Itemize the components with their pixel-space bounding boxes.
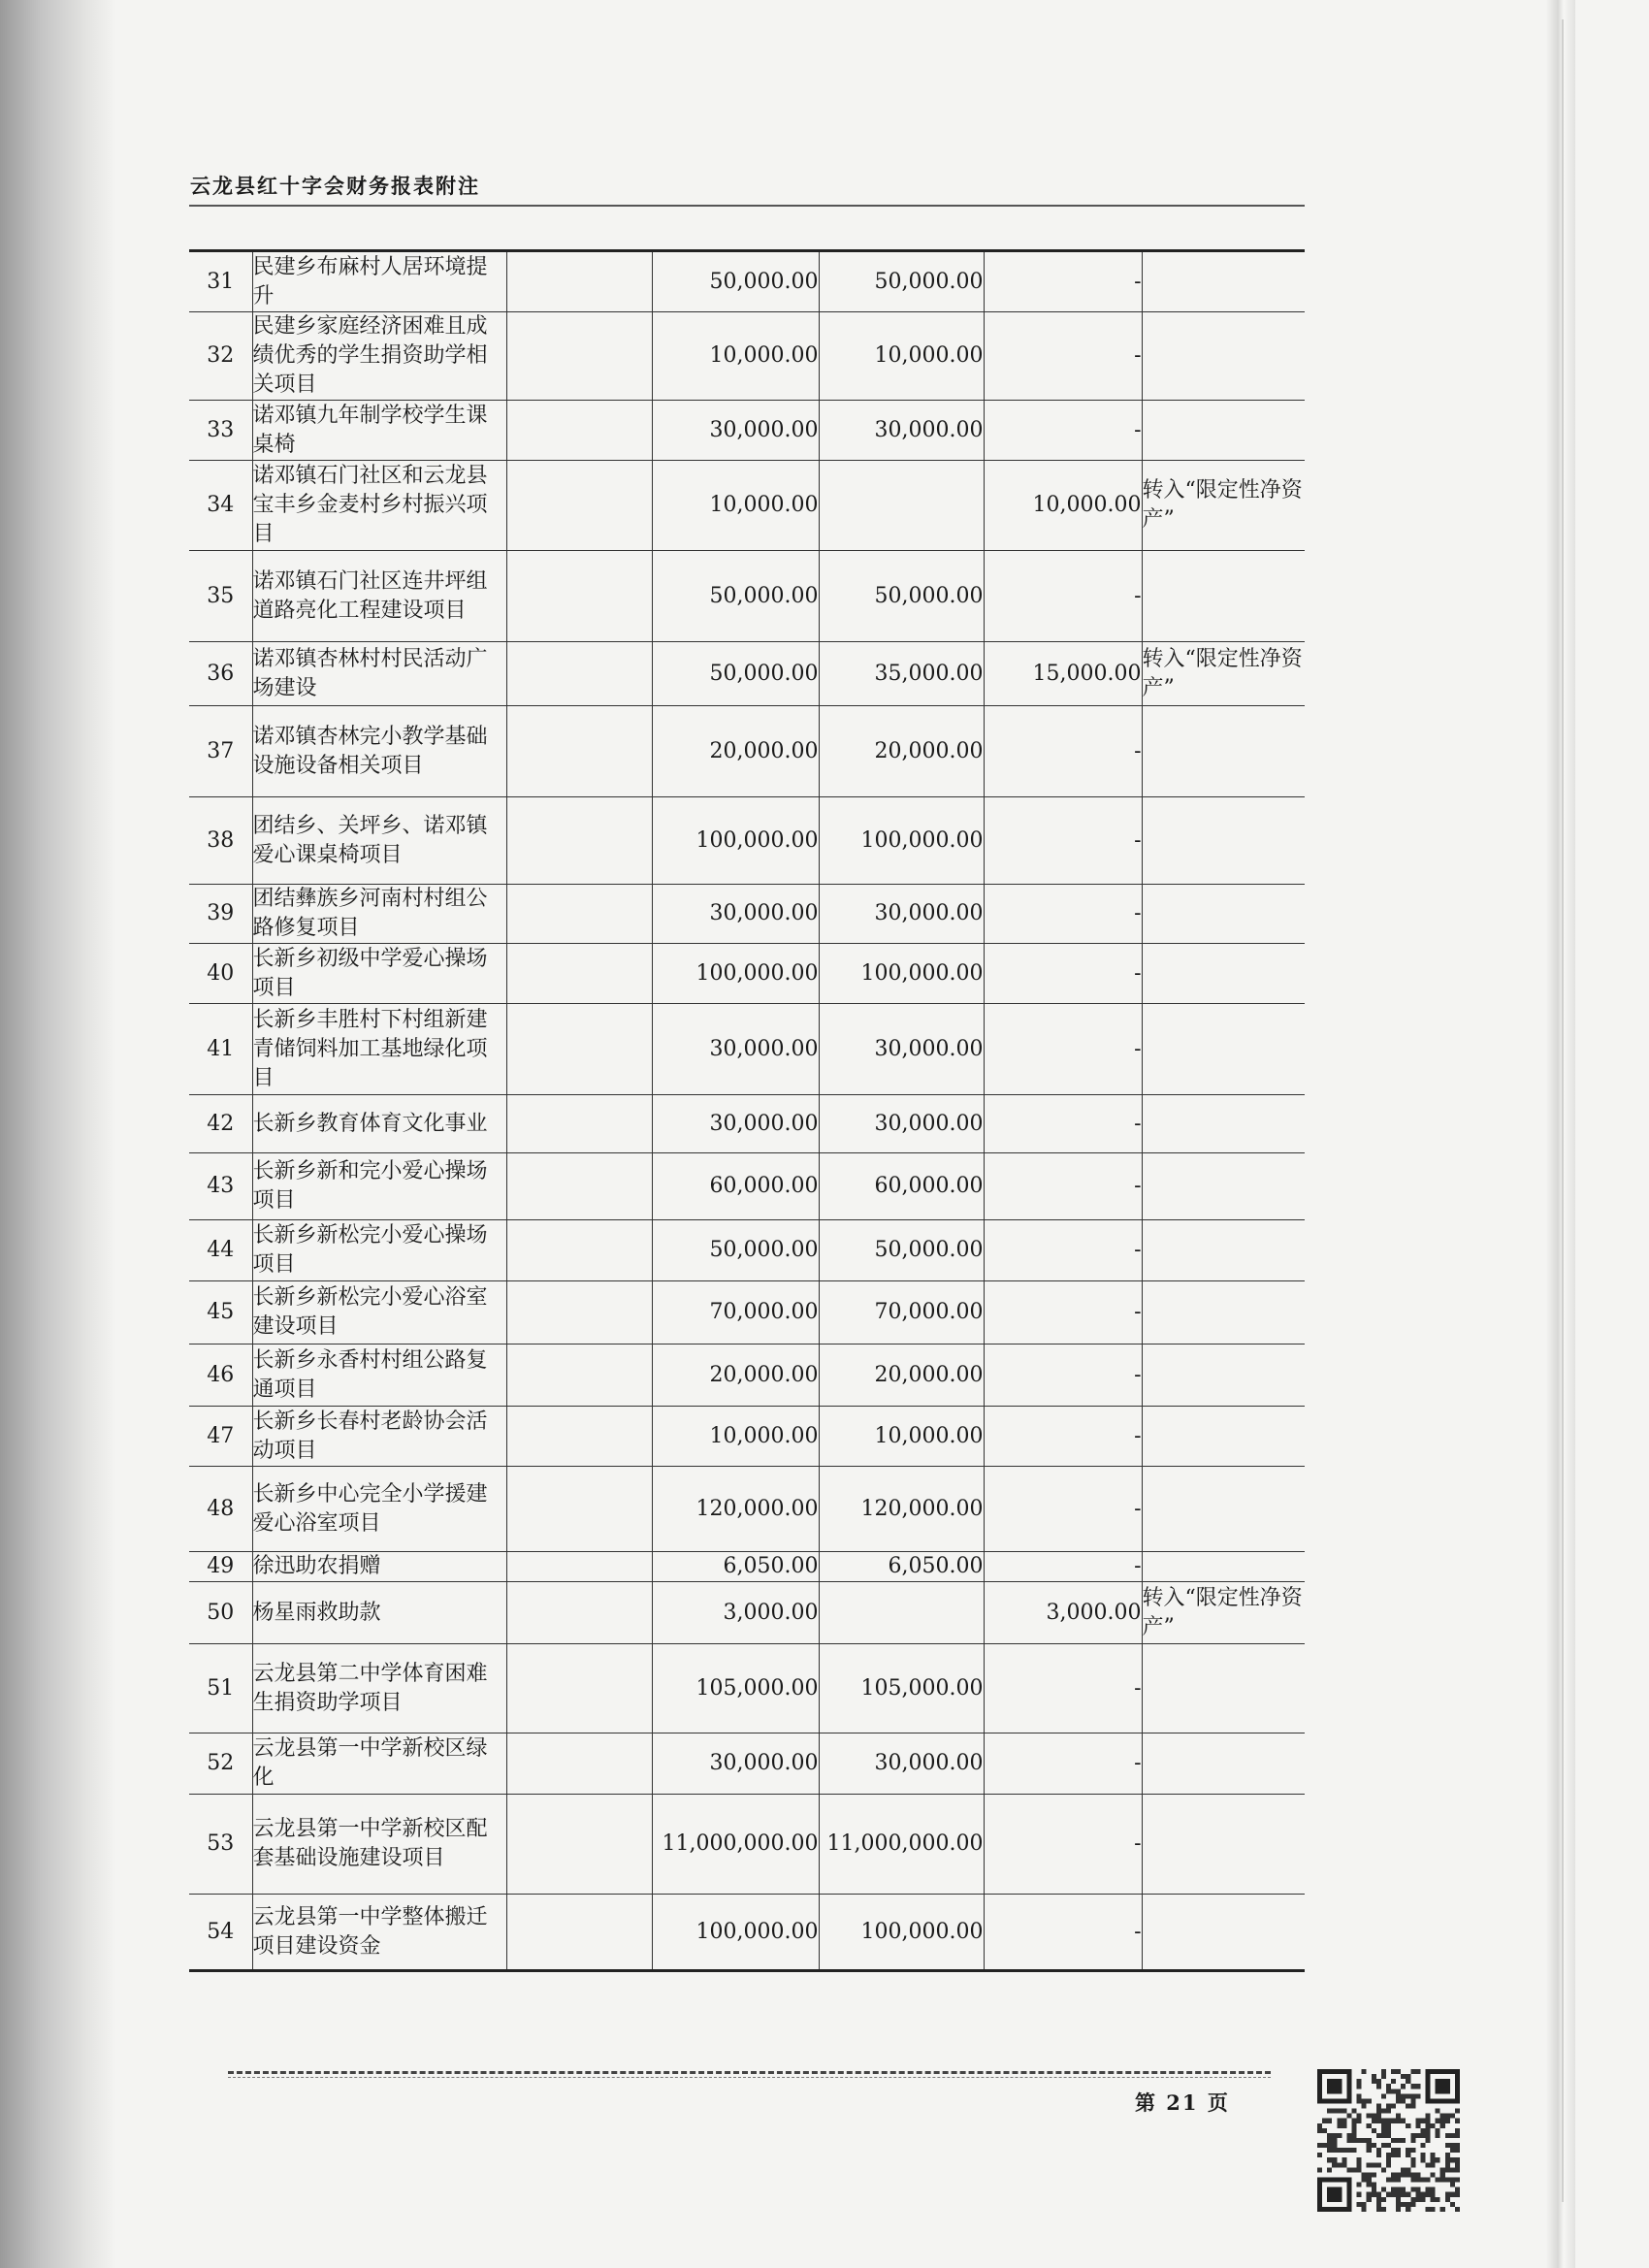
header-rule: [189, 205, 1305, 207]
row-number: 46: [189, 1345, 252, 1407]
table-row: [189, 1895, 1305, 1971]
used-amount-cell: 30,000.00: [819, 1733, 984, 1795]
used-amount-cell: 30,000.00: [819, 885, 984, 944]
row-number: 47: [189, 1407, 252, 1467]
row-number: 54: [189, 1895, 252, 1971]
table-row: [189, 401, 1305, 461]
table-row: [189, 1552, 1305, 1582]
amount-cell: 3,000.00: [652, 1582, 819, 1644]
remaining-cell: -: [984, 944, 1142, 1004]
table-row: [189, 1644, 1305, 1733]
amount-cell: 10,000.00: [652, 312, 819, 401]
remaining-cell: -: [984, 1895, 1142, 1971]
page-header-title: 云龙县红十字会财务报表附注: [190, 174, 480, 198]
note-cell: [1142, 1407, 1305, 1467]
amount-cell: 30,000.00: [652, 1004, 819, 1095]
used-amount-cell: 20,000.00: [819, 1345, 984, 1407]
donation-project-table: [189, 249, 1305, 1972]
note-cell: [1142, 401, 1305, 461]
row-number: 39: [189, 885, 252, 944]
remaining-cell: -: [984, 1095, 1142, 1153]
blank-cell: [506, 706, 652, 797]
remaining-cell: -: [984, 1004, 1142, 1095]
note-cell: 转入“限定性净资产”: [1142, 1582, 1305, 1644]
used-amount-cell: 50,000.00: [819, 251, 984, 312]
remaining-cell: 15,000.00: [984, 642, 1142, 706]
used-amount-cell: 60,000.00: [819, 1153, 984, 1220]
remaining-cell: -: [984, 1220, 1142, 1281]
note-cell: [1142, 885, 1305, 944]
amount-cell: 100,000.00: [652, 797, 819, 885]
used-amount-cell: 100,000.00: [819, 797, 984, 885]
used-amount-cell: 105,000.00: [819, 1644, 984, 1733]
project-name-cell: 团结彝族乡河南村村组公路修复项目: [252, 885, 506, 944]
table-row: [189, 1153, 1305, 1220]
note-cell: [1142, 1004, 1305, 1095]
table-row: [189, 1582, 1305, 1644]
blank-cell: [506, 1467, 652, 1552]
remaining-cell: 10,000.00: [984, 461, 1142, 551]
project-name-cell: 长新乡中心完全小学援建爱心浴室项目: [252, 1467, 506, 1552]
used-amount-cell: 35,000.00: [819, 642, 984, 706]
blank-cell: [506, 1281, 652, 1345]
amount-cell: 20,000.00: [652, 706, 819, 797]
blank-cell: [506, 1895, 652, 1971]
qr-code-icon: [1317, 2069, 1460, 2212]
row-number: 48: [189, 1467, 252, 1552]
table-row: [189, 551, 1305, 642]
remaining-cell: -: [984, 1153, 1142, 1220]
note-cell: [1142, 1220, 1305, 1281]
project-name-cell: 诺邓镇石门社区和云龙县宝丰乡金麦村乡村振兴项目: [252, 461, 506, 551]
note-cell: [1142, 251, 1305, 312]
used-amount-cell: 20,000.00: [819, 706, 984, 797]
amount-cell: 105,000.00: [652, 1644, 819, 1733]
project-name-cell: 云龙县第一中学新校区配套基础设施建设项目: [252, 1795, 506, 1895]
used-amount-cell: 30,000.00: [819, 1004, 984, 1095]
table-row: [189, 1004, 1305, 1095]
remaining-cell: -: [984, 551, 1142, 642]
remaining-cell: -: [984, 1281, 1142, 1345]
amount-cell: 50,000.00: [652, 251, 819, 312]
blank-cell: [506, 1095, 652, 1153]
row-number: 42: [189, 1095, 252, 1153]
amount-cell: 11,000,000.00: [652, 1795, 819, 1895]
blank-cell: [506, 1220, 652, 1281]
blank-cell: [506, 401, 652, 461]
note-cell: [1142, 706, 1305, 797]
table-row: [189, 1281, 1305, 1345]
used-amount-cell: 70,000.00: [819, 1281, 984, 1345]
scan-right-edge-line: [1562, 19, 1564, 2202]
project-name-cell: 民建乡布麻村人居环境提升: [252, 251, 506, 312]
row-number: 35: [189, 551, 252, 642]
table-row: [189, 885, 1305, 944]
remaining-cell: -: [984, 1795, 1142, 1895]
row-number: 45: [189, 1281, 252, 1345]
project-name-cell: 民建乡家庭经济困难且成绩优秀的学生捐资助学相关项目: [252, 312, 506, 401]
used-amount-cell: [819, 1582, 984, 1644]
blank-cell: [506, 312, 652, 401]
amount-cell: 10,000.00: [652, 461, 819, 551]
remaining-cell: -: [984, 706, 1142, 797]
amount-cell: 20,000.00: [652, 1345, 819, 1407]
blank-cell: [506, 461, 652, 551]
project-name-cell: 长新乡丰胜村下村组新建青储饲料加工基地绿化项目: [252, 1004, 506, 1095]
scan-right-edge: [1546, 0, 1575, 2268]
table-row: [189, 1095, 1305, 1153]
table-row: [189, 461, 1305, 551]
blank-cell: [506, 1345, 652, 1407]
amount-cell: 50,000.00: [652, 642, 819, 706]
amount-cell: 100,000.00: [652, 944, 819, 1004]
row-number: 49: [189, 1552, 252, 1582]
note-cell: [1142, 1552, 1305, 1582]
blank-cell: [506, 1153, 652, 1220]
blank-cell: [506, 797, 652, 885]
blank-cell: [506, 642, 652, 706]
note-cell: [1142, 1153, 1305, 1220]
used-amount-cell: 120,000.00: [819, 1467, 984, 1552]
row-number: 50: [189, 1582, 252, 1644]
row-number: 44: [189, 1220, 252, 1281]
project-name-cell: 长新乡新和完小爱心操场项目: [252, 1153, 506, 1220]
remaining-cell: -: [984, 1345, 1142, 1407]
amount-cell: 6,050.00: [652, 1552, 819, 1582]
note-cell: [1142, 1467, 1305, 1552]
remaining-cell: -: [984, 312, 1142, 401]
used-amount-cell: [819, 461, 984, 551]
row-number: 38: [189, 797, 252, 885]
blank-cell: [506, 1407, 652, 1467]
row-number: 53: [189, 1795, 252, 1895]
project-name-cell: 云龙县第一中学新校区绿化: [252, 1733, 506, 1795]
page-number: 第 21 页: [1135, 2090, 1230, 2115]
note-cell: [1142, 312, 1305, 401]
remaining-cell: 3,000.00: [984, 1582, 1142, 1644]
project-name-cell: 诺邓镇杏林完小教学基础设施设备相关项目: [252, 706, 506, 797]
used-amount-cell: 100,000.00: [819, 1895, 984, 1971]
table-row: [189, 251, 1305, 312]
table-row: [189, 797, 1305, 885]
blank-cell: [506, 1733, 652, 1795]
project-name-cell: 长新乡教育体育文化事业: [252, 1095, 506, 1153]
remaining-cell: -: [984, 885, 1142, 944]
blank-cell: [506, 1004, 652, 1095]
note-cell: 转入“限定性净资产”: [1142, 461, 1305, 551]
table-body: [189, 251, 1305, 1971]
note-cell: [1142, 944, 1305, 1004]
amount-cell: 50,000.00: [652, 1220, 819, 1281]
project-name-cell: 长新乡长春村老龄协会活动项目: [252, 1407, 506, 1467]
row-number: 32: [189, 312, 252, 401]
blank-cell: [506, 251, 652, 312]
note-cell: [1142, 1095, 1305, 1153]
row-number: 41: [189, 1004, 252, 1095]
note-cell: [1142, 1733, 1305, 1795]
row-number: 33: [189, 401, 252, 461]
used-amount-cell: 30,000.00: [819, 401, 984, 461]
blank-cell: [506, 551, 652, 642]
remaining-cell: -: [984, 1552, 1142, 1582]
amount-cell: 30,000.00: [652, 885, 819, 944]
used-amount-cell: 30,000.00: [819, 1095, 984, 1153]
blank-cell: [506, 1795, 652, 1895]
note-cell: [1142, 1795, 1305, 1895]
amount-cell: 30,000.00: [652, 1733, 819, 1795]
remaining-cell: -: [984, 1407, 1142, 1467]
table-row: [189, 706, 1305, 797]
row-number: 37: [189, 706, 252, 797]
amount-cell: 60,000.00: [652, 1153, 819, 1220]
amount-cell: 50,000.00: [652, 551, 819, 642]
table-row: [189, 312, 1305, 401]
footer-dashed-rule-thin: [228, 2077, 1271, 2078]
blank-cell: [506, 1644, 652, 1733]
used-amount-cell: 50,000.00: [819, 1220, 984, 1281]
project-name-cell: 长新乡永香村村组公路复通项目: [252, 1345, 506, 1407]
project-name-cell: 团结乡、关坪乡、诺邓镇爱心课桌椅项目: [252, 797, 506, 885]
used-amount-cell: 10,000.00: [819, 1407, 984, 1467]
used-amount-cell: 50,000.00: [819, 551, 984, 642]
amount-cell: 100,000.00: [652, 1895, 819, 1971]
scan-left-shadow: [0, 0, 116, 2268]
table-row: [189, 944, 1305, 1004]
table-row: [189, 642, 1305, 706]
table-row: [189, 1407, 1305, 1467]
blank-cell: [506, 1582, 652, 1644]
project-name-cell: 诺邓镇九年制学校学生课桌椅: [252, 401, 506, 461]
amount-cell: 30,000.00: [652, 401, 819, 461]
used-amount-cell: 11,000,000.00: [819, 1795, 984, 1895]
remaining-cell: -: [984, 1467, 1142, 1552]
table-row: [189, 1220, 1305, 1281]
project-name-cell: 诺邓镇石门社区连井坪组道路亮化工程建设项目: [252, 551, 506, 642]
table-row: [189, 1795, 1305, 1895]
note-cell: [1142, 1644, 1305, 1733]
row-number: 40: [189, 944, 252, 1004]
note-cell: 转入“限定性净资产”: [1142, 642, 1305, 706]
amount-cell: 10,000.00: [652, 1407, 819, 1467]
remaining-cell: -: [984, 251, 1142, 312]
amount-cell: 70,000.00: [652, 1281, 819, 1345]
project-name-cell: 长新乡新松完小爱心操场项目: [252, 1220, 506, 1281]
project-name-cell: 长新乡新松完小爱心浴室建设项目: [252, 1281, 506, 1345]
note-cell: [1142, 551, 1305, 642]
blank-cell: [506, 885, 652, 944]
blank-cell: [506, 1552, 652, 1582]
note-cell: [1142, 1345, 1305, 1407]
project-name-cell: 云龙县第一中学整体搬迁项目建设资金: [252, 1895, 506, 1971]
remaining-cell: -: [984, 797, 1142, 885]
row-number: 43: [189, 1153, 252, 1220]
footer-dashed-rule: [228, 2071, 1271, 2074]
note-cell: [1142, 1895, 1305, 1971]
note-cell: [1142, 797, 1305, 885]
row-number: 34: [189, 461, 252, 551]
row-number: 52: [189, 1733, 252, 1795]
project-name-cell: 诺邓镇杏林村村民活动广场建设: [252, 642, 506, 706]
project-name-cell: 长新乡初级中学爱心操场项目: [252, 944, 506, 1004]
project-name-cell: 杨星雨救助款: [252, 1582, 506, 1644]
amount-cell: 30,000.00: [652, 1095, 819, 1153]
row-number: 31: [189, 251, 252, 312]
table-row: [189, 1733, 1305, 1795]
used-amount-cell: 100,000.00: [819, 944, 984, 1004]
amount-cell: 120,000.00: [652, 1467, 819, 1552]
remaining-cell: -: [984, 1644, 1142, 1733]
project-name-cell: 徐迅助农捐赠: [252, 1552, 506, 1582]
used-amount-cell: 6,050.00: [819, 1552, 984, 1582]
remaining-cell: -: [984, 1733, 1142, 1795]
blank-cell: [506, 944, 652, 1004]
row-number: 36: [189, 642, 252, 706]
project-name-cell: 云龙县第二中学体育困难生捐资助学项目: [252, 1644, 506, 1733]
table-row: [189, 1345, 1305, 1407]
note-cell: [1142, 1281, 1305, 1345]
table-row: [189, 1467, 1305, 1552]
remaining-cell: -: [984, 401, 1142, 461]
row-number: 51: [189, 1644, 252, 1733]
used-amount-cell: 10,000.00: [819, 312, 984, 401]
